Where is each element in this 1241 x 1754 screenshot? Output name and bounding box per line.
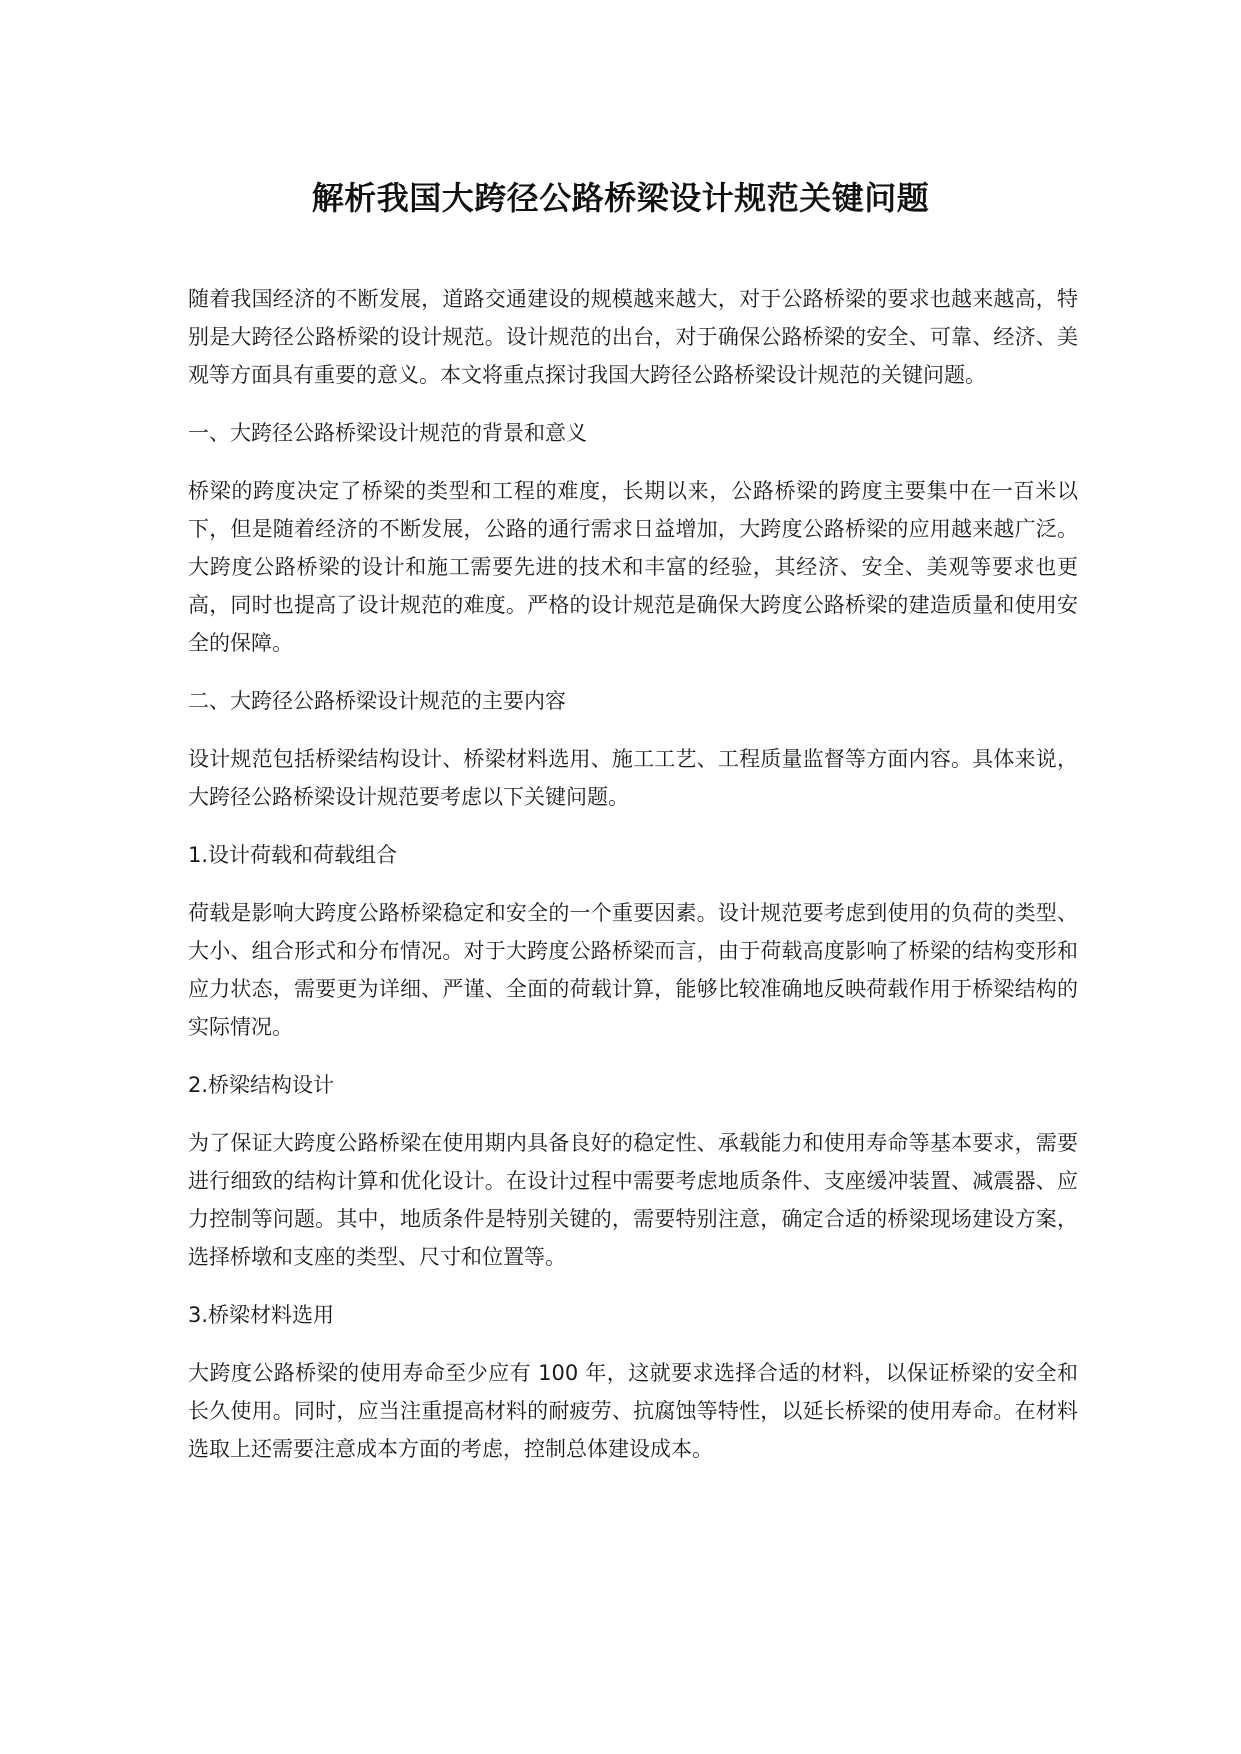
page-title: 解析我国大跨径公路桥梁设计规范关键问题: [311, 179, 930, 217]
design-loads-paragraph: 荷载是影响大跨度公路桥梁稳定和安全的一个重要因素。设计规范要考虑到使用的负荷的类型、大小、组合形式和分布情况。对于大跨度公路桥梁而言，由于荷载高度影响了桥梁的结构变形和应力状态，需要更为详细、严谨、全面的荷载计算，能够比较准确地反映荷载作用于桥梁结构的实际情况。: [188, 901, 1078, 1039]
subheading-structure-design: 2.桥梁结构设计: [188, 1073, 335, 1097]
section-heading-main-content: 二、大跨径公路桥梁设计规范的主要内容: [188, 689, 566, 713]
document-body: [188, 280, 1078, 1488]
materials-paragraph: 大跨度公路桥梁的使用寿命至少应有 100 年，这就要求选择合适的材料，以保证桥梁的安全和长久使用。同时，应当注重提高材料的耐疲劳、抗腐蚀等特性，以延长桥梁的使用寿命。在材料选取上还需要注意成本方面的考虑，控制总体建设成本。: [188, 1361, 1078, 1461]
structure-design-paragraph: 为了保证大跨度公路桥梁在使用期内具备良好的稳定性、承载能力和使用寿命等基本要求，需要进行细致的结构计算和优化设计。在设计过程中需要考虑地质条件、支座缓冲装置、减震器、应力控制等问题。其中，地质条件是特别关键的，需要特别注意，确定合适的桥梁现场建设方案，选择桥墩和支座的类型、尺寸和位置等。: [188, 1131, 1078, 1269]
section-heading-background: 一、大跨径公路桥梁设计规范的背景和意义: [188, 421, 587, 445]
background-paragraph: 桥梁的跨度决定了桥梁的类型和工程的难度，长期以来，公路桥梁的跨度主要集中在一百米以下，但是随着经济的不断发展，公路的通行需求日益增加，大跨度公路桥梁的应用越来越广泛。大跨度公路桥梁的设计和施工需要先进的技术和丰富的经验，其经济、安全、美观等要求也更高，同时也提高了设计规范的难度。严格的设计规范是确保大跨度公路桥梁的建造质量和使用安全的保障。: [188, 479, 1078, 655]
subheading-materials: 3.桥梁材料选用: [188, 1303, 335, 1327]
main-content-paragraph: 设计规范包括桥梁结构设计、桥梁材料选用、施工工艺、工程质量监督等方面内容。具体来说，大跨径公路桥梁设计规范要考虑以下关键问题。: [188, 747, 1078, 809]
subheading-design-loads: 1.设计荷载和荷载组合: [188, 843, 398, 867]
intro-paragraph: 随着我国经济的不断发展，道路交通建设的规模越来越大，对于公路桥梁的要求也越来越高，特别是大跨径公路桥梁的设计规范。设计规范的出台，对于确保公路桥梁的安全、可靠、经济、美观等方面具有重要的意义。本文将重点探讨我国大跨径公路桥梁设计规范的关键问题。: [188, 287, 1078, 387]
